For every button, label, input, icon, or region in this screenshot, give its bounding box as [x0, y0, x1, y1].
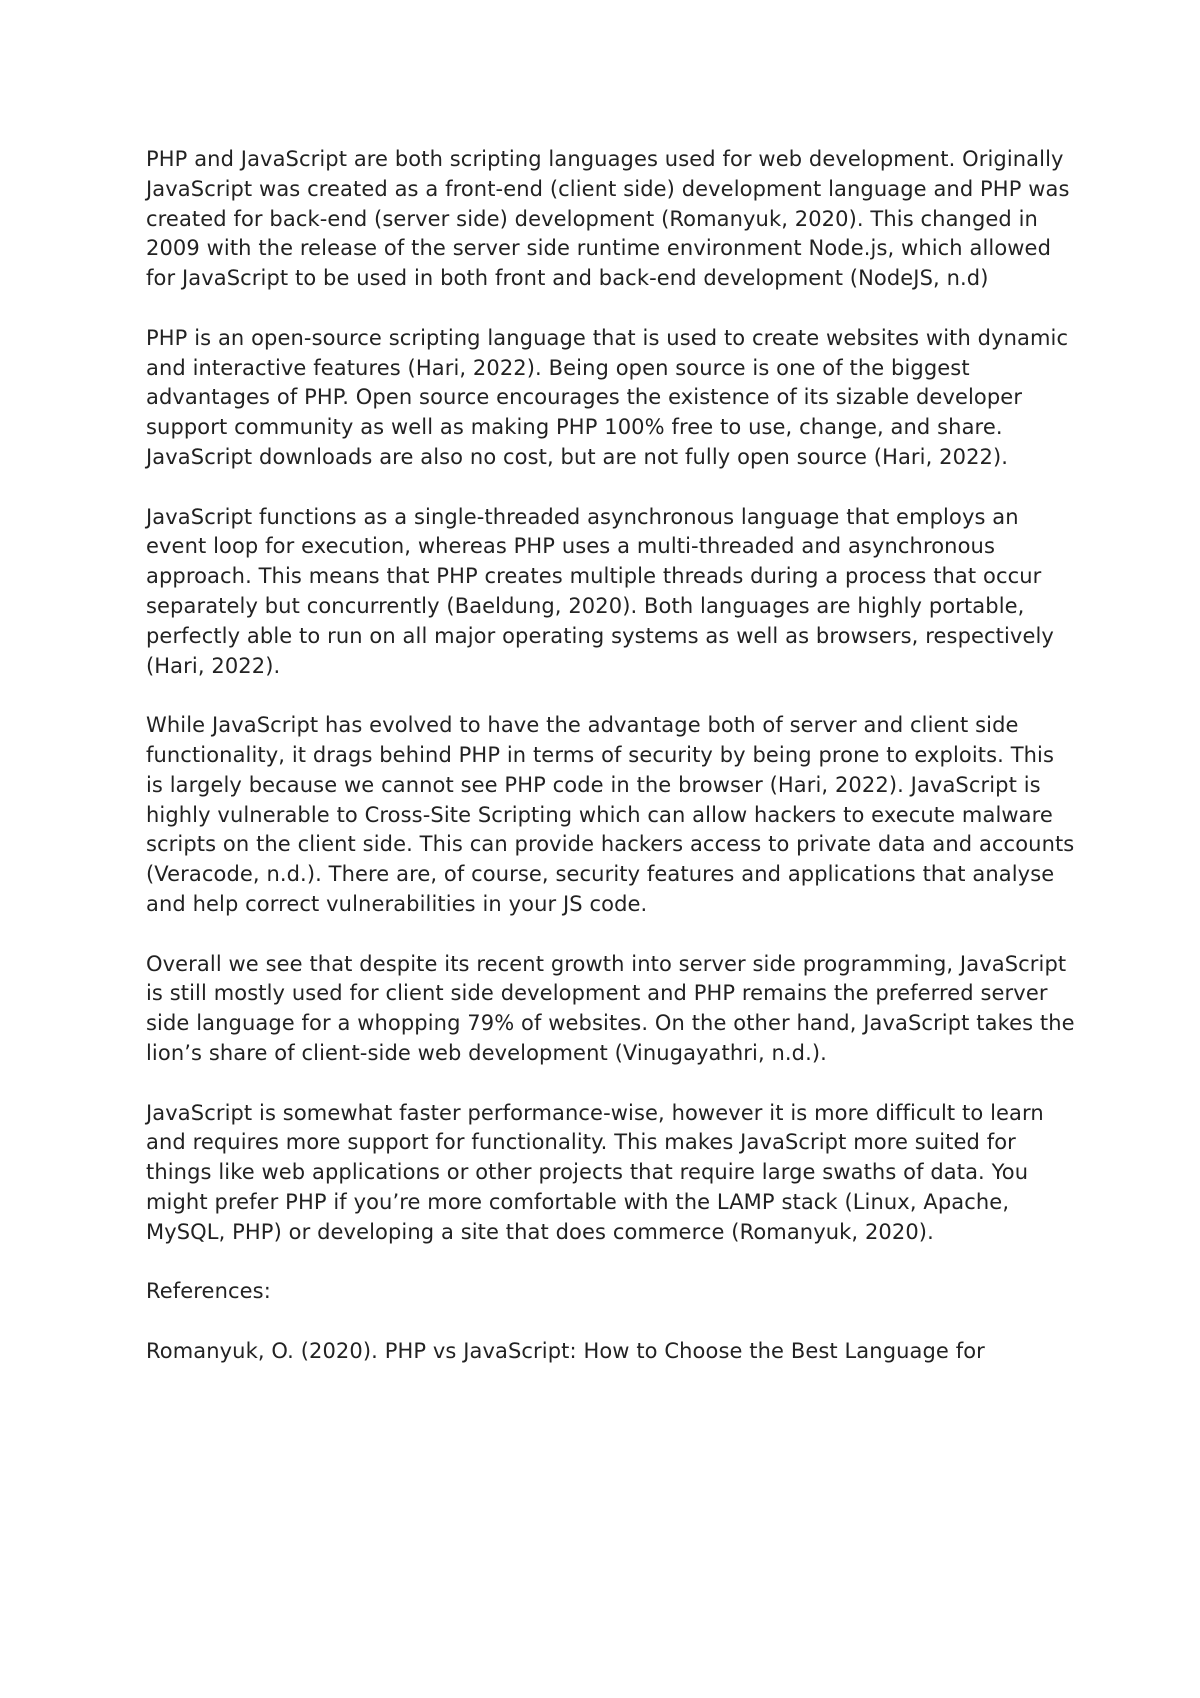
document-body	[146, 145, 1076, 1367]
paragraph-threading: JavaScript functions as a single-threaded asynchronous language that employs an event loop for execution, whereas PHP uses a multi-threaded and asynchronous approach. This means that PHP creates multiple threads during a process that occur separately but concurrently (Baeldung, 2020). Both languages are highly portable, perfectly able to run on all major operating systems as well as browsers, respectively (Hari, 2022).	[146, 504, 1054, 678]
paragraph-usage: Overall we see that despite its recent growth into server side programming, JavaScript is still mostly used for client side development and PHP remains the preferred server side language for a whopping 79% of websites. On the other hand, JavaScript takes the lion’s share of client-side web development (Vinugayathri, n.d.).	[146, 951, 1075, 1065]
paragraph-intro: PHP and JavaScript are both scripting languages used for web development. Originally JavaScript was created as a front-end (client side) development language and PHP was created for back-end (server side) development (Romanyuk, 2020). This changed in 2009 with the release of the server side runtime environment Node.js, which allowed for JavaScript to be used in both front and back-end development (NodeJS, n.d)	[146, 147, 1070, 291]
paragraph-security: While JavaScript has evolved to have the advantage both of server and client side functionality, it drags behind PHP in terms of security by being prone to exploits. This is largely because we cannot see PHP code in the browser (Hari, 2022). JavaScript is highly vulnerable to Cross-Site Scripting which can allow hackers to execute malware scripts on the client side. This can provide hackers access to private data and accounts (Veracode, n.d.). There are, of course, security features and applications that analyse and help correct vulnerabilities in your JS code.	[146, 713, 1075, 916]
paragraph-open-source: PHP is an open-source scripting language that is used to create websites with dynamic and interactive features (Hari, 2022). Being open source is one of the biggest advantages of PHP. Open source encourages the existence of its sizable developer support community as well as making PHP 100% free to use, change, and share. JavaScript downloads are also no cost, but are not fully open source (Hari, 2022).	[146, 325, 1069, 469]
reference-item: Romanyuk, O. (2020). PHP vs JavaScript: How to Choose the Best Language for	[146, 1338, 985, 1363]
paragraph-performance: JavaScript is somewhat faster performance-wise, however it is more difficult to learn and requires more support for functionality. This makes JavaScript more suited for things like web applications or other projects that require large swaths of data. You might prefer PHP if you’re more comfortable with the LAMP stack (Linux, Apache, MySQL, PHP) or developing a site that does commerce (Romanyuk, 2020).	[146, 1100, 1044, 1244]
references-heading: References:	[146, 1279, 271, 1304]
